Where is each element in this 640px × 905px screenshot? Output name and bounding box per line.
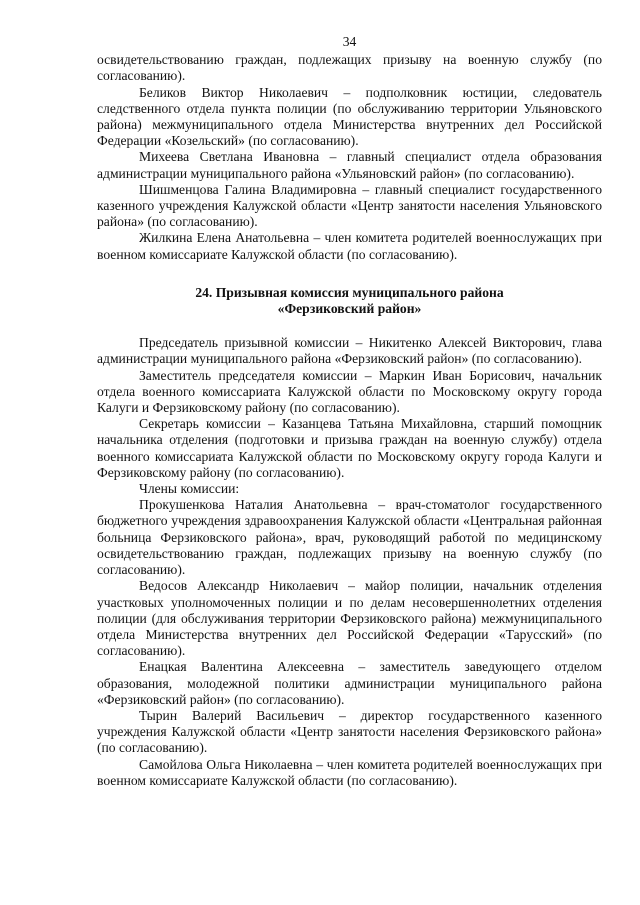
members-label: Члены комиссии:: [139, 481, 240, 497]
secretary: Секретарь комиссии – Казанцева Татьяна Михайловна, старший помощник начальника отделения (подготовки и призыва граждан на военную службу) отдела военного комиссариата Калужской области по Московскому округу города Калуги и Ферзиковскому району (по согласованию).: [97, 416, 602, 480]
member-shishmentsova: Шишменцова Галина Владимировна – главный специалист государственного казенного учреждения Калужской области «Центр занятости населения Ульяновского района» (по согласованию).: [97, 181, 602, 230]
section-24-heading: [97, 285, 602, 317]
paragraph-continuation: освидетельствованию граждан, подлежащих призыву на военную службу (по согласованию).: [97, 52, 602, 84]
member-vedosov: Ведосов Александр Николаевич – майор полиции, начальник отделения участковых уполномоченных полиции и по делам несовершеннолетних отделения полиции (для обслуживания территории Ферзиковского района) межмуниципального отдела Министерства внутренних дел Российской Федерации «Тарусский» (по согласованию).: [97, 578, 602, 659]
chairman: Председатель призывной комиссии – Никитенко Алексей Викторович, глава администрации муниципального района «Ферзиковский район» (по согласованию).: [97, 335, 602, 367]
member-prokushenkova: Прокушенкова Наталия Анатольевна – врач-стоматолог государственного бюджетного учреждения здравоохранения Калужской области «Центральная районная больница Ферзиковского района», врач, руководящий работой по медицинскому освидетельствованию граждан, подлежащих призыву на военную службу (по согласованию).: [97, 497, 602, 578]
section-24-title-line2: «Ферзиковский район»: [277, 301, 422, 317]
member-samoylova: Самойлова Ольга Николаевна – член комитета родителей военнослужащих при военном комиссариате Калужской области (по согласованию).: [97, 756, 602, 788]
member-zhilkina: Жилкина Елена Анатольевна – член комитета родителей военнослужащих при военном комиссариате Калужской области (по согласованию).: [97, 230, 602, 262]
deputy-chairman: Заместитель председателя комиссии – Маркин Иван Борисович, начальник отдела военного комиссариата Калужской области по Московскому округу города Калуги и Ферзиковскому району (по согласованию).: [97, 367, 602, 416]
member-mikheeva: Михеева Светлана Ивановна – главный специалист отдела образования администрации муниципального района «Ульяновский район» (по согласованию).: [97, 149, 602, 181]
member-tyrin: Тырин Валерий Васильевич – директор государственного казенного учреждения Калужской области «Центр занятости населения Ферзиковского района» (по согласованию).: [97, 707, 602, 756]
member-enatskaya: Енацкая Валентина Алексеевна – заместитель заведующего отделом образования, молодежной политики администрации муниципального района «Ферзиковский район» (по согласованию).: [97, 659, 602, 707]
section-24-title-line1: 24. Призывная комиссия муниципального района: [195, 284, 504, 300]
page-number: 34: [342, 34, 357, 49]
member-belikov: Беликов Виктор Николаевич – подполковник юстиции, следователь следственного отдела пункта полиции (по обслуживанию территории Ульяновского района) межмуниципального отдела Министерства внутренних дел Российской Федерации «Козельский» (по согласованию).: [97, 84, 602, 149]
document-page: [97, 34, 602, 789]
